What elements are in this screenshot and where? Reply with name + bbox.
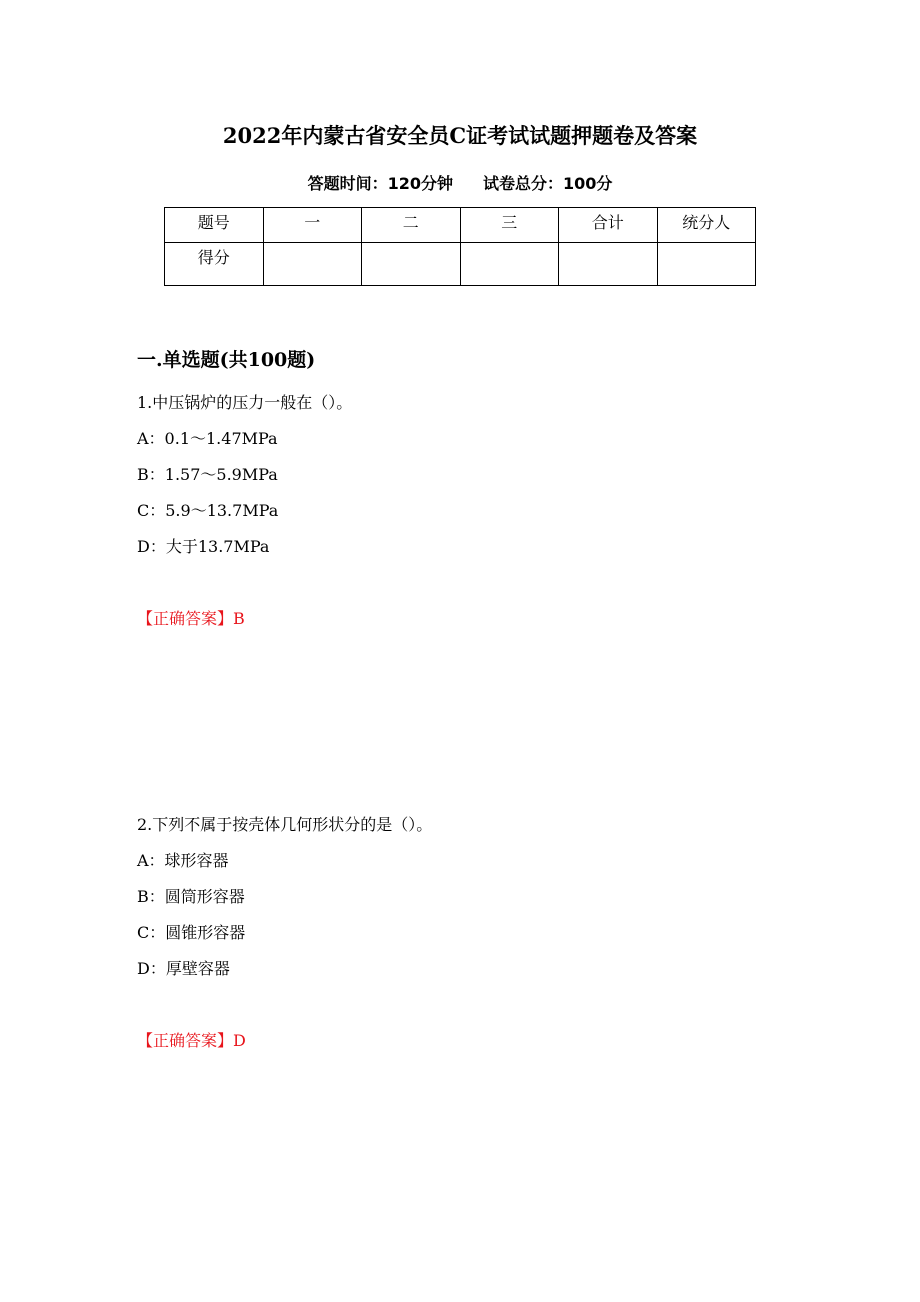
score-cell — [362, 243, 461, 286]
score-cell: 一 — [263, 208, 362, 243]
score-table-score-row — [165, 243, 756, 286]
question-option: A：球形容器 — [137, 851, 229, 870]
question-option: D：大于13.7MPa — [137, 537, 270, 556]
correct-answer: 【正确答案】D — [137, 1031, 246, 1050]
document-title: 2022年内蒙古省安全员C证考试试题押题卷及答案 — [222, 123, 698, 148]
score-cell: 合计 — [559, 208, 658, 243]
question-option: C：5.9～13.7MPa — [137, 501, 279, 520]
score-cell: 题号 — [165, 208, 264, 243]
question-option: C：圆锥形容器 — [137, 923, 246, 942]
score-cell — [657, 243, 756, 286]
question-option: B：1.57～5.9MPa — [137, 465, 278, 484]
exam-meta — [0, 172, 920, 196]
score-cell: 三 — [460, 208, 559, 243]
exam-time: 答题时间：120分钟 — [307, 174, 453, 193]
score-cell: 二 — [362, 208, 461, 243]
correct-answer: 【正确答案】B — [137, 609, 245, 628]
question-option: B：圆筒形容器 — [137, 887, 245, 906]
score-cell: 统分人 — [657, 208, 756, 243]
question-option: A：0.1～1.47MPa — [137, 429, 278, 448]
score-cell — [460, 243, 559, 286]
score-cell — [559, 243, 658, 286]
question-option: D：厚壁容器 — [137, 959, 230, 978]
score-cell — [263, 243, 362, 286]
question-stem: 1.中压锅炉的压力一般在（）。 — [137, 393, 353, 412]
section-title: 一.单选题(共100题) — [137, 349, 316, 371]
score-table-header-row — [165, 208, 756, 243]
question-stem: 2.下列不属于按壳体几何形状分的是（）。 — [137, 815, 433, 834]
score-table — [164, 207, 756, 286]
score-cell: 得分 — [165, 243, 264, 286]
exam-total-score: 试卷总分：100分 — [483, 174, 613, 193]
